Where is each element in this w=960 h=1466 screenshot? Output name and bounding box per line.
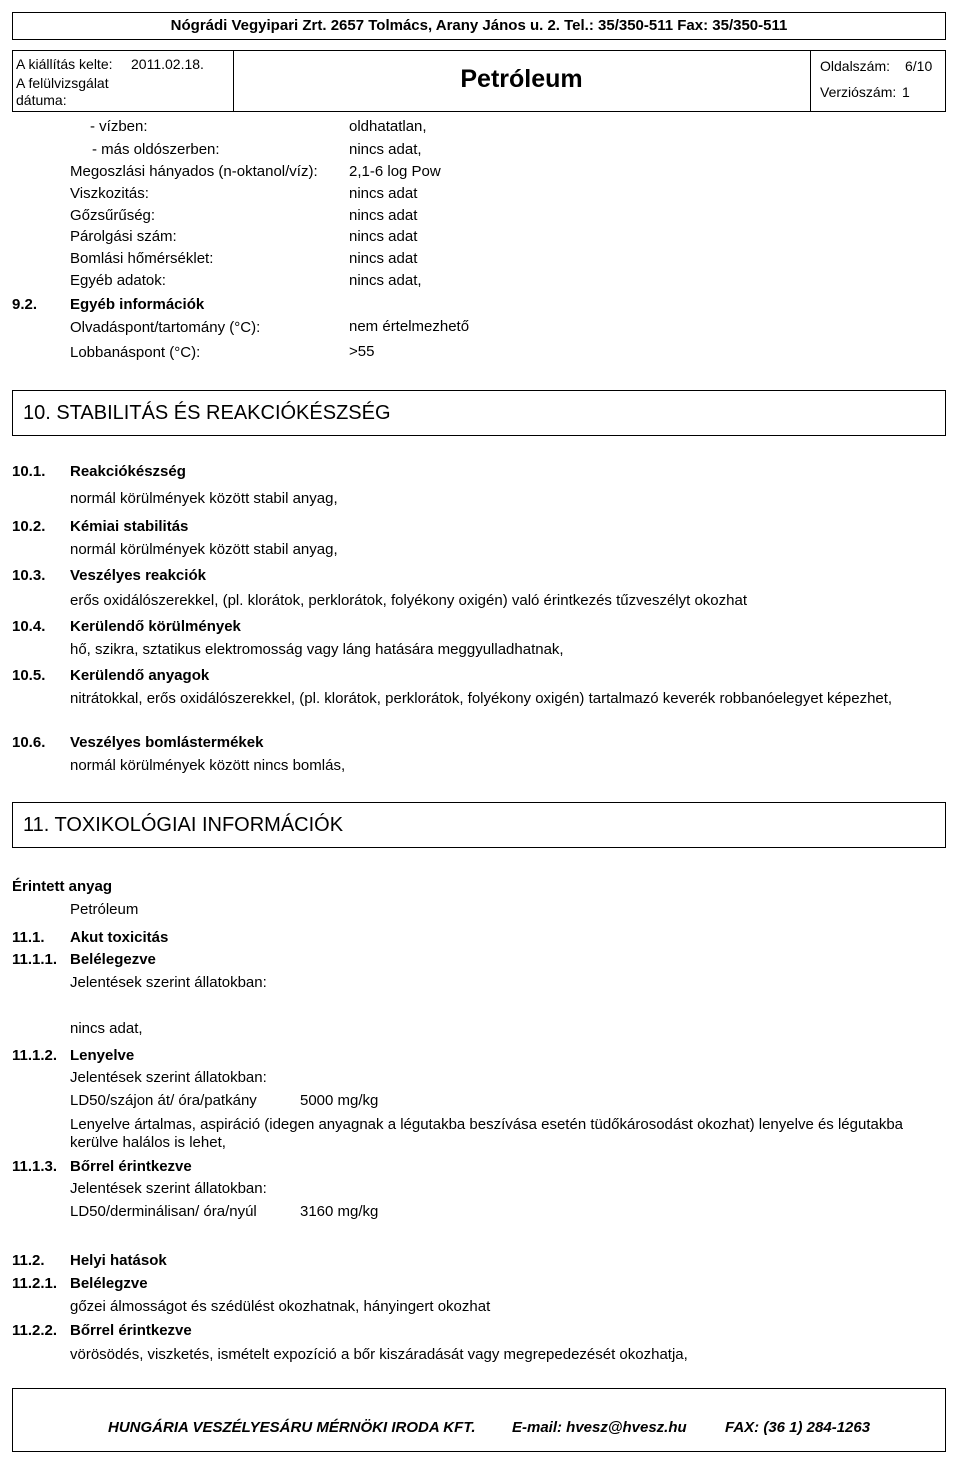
subsection-title: Helyi hatások	[70, 1252, 167, 1269]
property-value: nincs adat	[349, 207, 418, 224]
section-title: Egyéb információk	[70, 296, 205, 313]
page-footer	[12, 1388, 946, 1452]
subsection-number: 10.4.	[12, 618, 46, 635]
version-value: 1	[902, 84, 910, 100]
property-value: nincs adat,	[349, 272, 422, 289]
property-label: - más oldószerben:	[92, 141, 220, 158]
subsection-title: Kerülendő körülmények	[70, 618, 241, 635]
reports-label: Jelentések szerint állatokban:	[70, 974, 267, 991]
revision-date-label-1: A felülvizsgálat	[16, 75, 109, 91]
product-cell	[233, 51, 811, 111]
oral-effects-text: Lenyelve ártalmas, aspiráció (idegen anyagnak a légutakba beszívása esetén tüdőkárosodást okozhat) lenyelve és légutakba kerülve halálos is lehet,	[70, 1116, 904, 1151]
subsection-number: 10.2.	[12, 518, 46, 535]
flash-point-value: >55	[349, 343, 375, 360]
subsection-title: Kémiai stabilitás	[70, 518, 189, 535]
subsection-number: 11.1.3.	[12, 1158, 58, 1175]
reports-label: Jelentések szerint állatokban:	[70, 1180, 267, 1197]
dermal-ld50-value: 3160 mg/kg	[300, 1203, 379, 1220]
section-number: 9.2.	[12, 296, 38, 313]
section-10-header: 10. STABILITÁS ÉS REAKCIÓKÉSZSÉG	[12, 390, 946, 436]
subsection-number: 10.6.	[12, 734, 46, 751]
property-value: nincs adat	[349, 250, 418, 267]
inhalation-value: nincs adat,	[70, 1020, 143, 1037]
property-label: Párolgási szám:	[70, 228, 177, 245]
footer-company: HUNGÁRIA VESZÉLYESÁRU MÉRNÖKI IRODA KFT.	[108, 1419, 476, 1436]
local-inhalation-text: gőzei álmosságot és szédülést okozhatnak, hányingert okozhat	[70, 1298, 491, 1315]
subsection-title: Belélegzve	[70, 1275, 148, 1292]
subsection-number: 11.2.1.	[12, 1275, 58, 1292]
subsection-text: nitrátokkal, erős oxidálószerekkel, (pl. klorátok, perklorátok, folyékony oxigén) tartalmazó keverék robbanóelegyet képezhet,	[70, 690, 893, 707]
property-label: Gőzsűrűség:	[70, 207, 156, 224]
property-label: Megoszlási hányados (n-oktanol/víz):	[70, 163, 318, 180]
section-11-header: 11. TOXIKOLÓGIAI INFORMÁCIÓK	[12, 802, 946, 848]
subsection-title: Veszélyes reakciók	[70, 567, 206, 584]
subsection-number: 11.1.1.	[12, 951, 58, 968]
dermal-ld50-label: LD50/derminálisan/ óra/nyúl	[70, 1203, 257, 1220]
melting-point-value: nem értelmezhető	[349, 318, 470, 335]
subsection-number: 11.2.2.	[12, 1322, 58, 1339]
subsection-number: 11.1.2.	[12, 1047, 58, 1064]
subsection-title: Lenyelve	[70, 1047, 135, 1064]
subsection-number: 10.1.	[12, 463, 46, 480]
property-label: Bomlási hőmérséklet:	[70, 250, 214, 267]
subsection-title: Bőrrel érintkezve	[70, 1322, 192, 1339]
local-skin-text: vörösödés, viszketés, ismételt expozíció a bőr kiszáradását vagy megrepedezését okozhatja,	[70, 1346, 688, 1363]
oral-ld50-value: 5000 mg/kg	[300, 1092, 379, 1109]
property-value: nincs adat	[349, 228, 418, 245]
document-header	[12, 50, 946, 112]
subsection-number: 10.5.	[12, 667, 46, 684]
property-value: 2,1-6 log Pow	[349, 163, 441, 180]
issue-date-label: A kiállítás kelte:	[16, 56, 113, 72]
subsection-title: Kerülendő anyagok	[70, 667, 210, 684]
property-label: - vízben:	[90, 118, 148, 135]
version-label: Verziószám:	[820, 84, 897, 100]
property-label: Egyéb adatok:	[70, 272, 166, 289]
subsection-title: Akut toxicitás	[70, 929, 169, 946]
subsection-text: normál körülmények között nincs bomlás,	[70, 757, 346, 774]
page-info-cell	[810, 51, 945, 111]
property-value: nincs adat	[349, 185, 418, 202]
subsection-number: 11.1.	[12, 929, 45, 946]
melting-point-label: Olvadáspont/tartomány (°C):	[70, 319, 261, 336]
subsection-text: erős oxidálószerekkel, (pl. klorátok, perklorátok, folyékony oxigén) való érintkezés tűzveszélyt okozhat	[70, 592, 747, 609]
page-number-label: Oldalszám:	[820, 58, 891, 74]
footer-fax: FAX: (36 1) 284-1263	[725, 1419, 871, 1436]
property-value: oldhatatlan,	[349, 118, 427, 135]
subsection-number: 10.3.	[12, 567, 46, 584]
subsection-text: normál körülmények között stabil anyag,	[70, 490, 338, 507]
flash-point-label: Lobbanáspont (°C):	[70, 344, 201, 361]
property-value: nincs adat,	[349, 141, 422, 158]
subsection-title: Belélegezve	[70, 951, 156, 968]
subsection-title: Veszélyes bomlástermékek	[70, 734, 264, 751]
subsection-text: hő, szikra, sztatikus elektromosság vagy láng hatására meggyulladhatnak,	[70, 641, 564, 658]
affected-substance-value: Petróleum	[70, 901, 139, 918]
subsection-number: 11.2.	[12, 1252, 45, 1269]
revision-date-label-2: dátuma:	[16, 92, 67, 108]
product-title: Petróleum	[460, 65, 583, 93]
subsection-text: normál körülmények között stabil anyag,	[70, 541, 338, 558]
issue-date-value: 2011.02.18.	[131, 56, 204, 72]
date-cell	[13, 51, 234, 111]
company-header: Nógrádi Vegyipari Zrt. 2657 Tolmács, Arany János u. 2. Tel.: 35/350-511 Fax: 35/350-511	[12, 12, 946, 40]
affected-substance-label: Érintett anyag	[12, 878, 113, 895]
page-number-value: 6/10	[905, 58, 933, 74]
footer-email: E-mail: hvesz@hvesz.hu	[512, 1419, 687, 1436]
property-label: Viszkozitás:	[70, 185, 149, 202]
subsection-title: Bőrrel érintkezve	[70, 1158, 192, 1175]
reports-label: Jelentések szerint állatokban:	[70, 1069, 267, 1086]
subsection-title: Reakciókészség	[70, 463, 186, 480]
oral-ld50-label: LD50/szájon át/ óra/patkány	[70, 1092, 257, 1109]
